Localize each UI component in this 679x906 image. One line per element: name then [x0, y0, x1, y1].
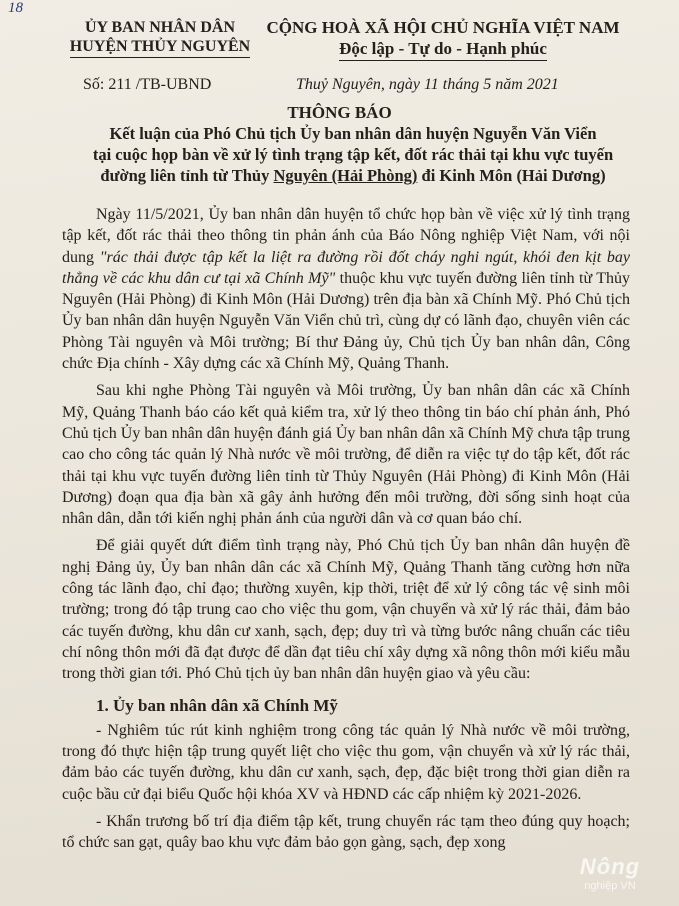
paragraph-3: Để giải quyết dứt điểm tình trạng này, Phó Chủ tịch Ủy ban nhân dân huyện đề nghị Đảng ủy, Ủy ban nhân dân các xã Chính Mỹ, Quảng Thanh tăng cường hơn nữa công tác lãnh đạo, chỉ đạo; thường xuyên, kịp thời, triệt để xử lý công tác vệ sinh môi trường; trong đó tập trung cao cho việc thu gom, vận chuyển và xử lý rác thải, đảm bảo các tuyến đường, khu dân cư xanh, sạch, đẹp; duy trì và từng bước nâng chuẩn các tiêu chí nông thôn mới đã đạt được để dần đạt tiêu chí xây dựng xã nông thôn mới kiểu mẫu trong thời gian tới. Phó Chủ tịch ủy ban nhân dân huyện giao và yêu cầu:: [62, 537, 630, 683]
nation-name: CỘNG HOÀ XÃ HỘI CHỦ NGHĨA VIỆT NAM: [266, 18, 620, 37]
subtitle-line-1: Kết luận của Phó Chủ tịch Ủy ban nhân dân huyện Nguyễn Văn Viển: [109, 124, 597, 143]
agency-line-2: HUYỆN THỦY NGUYÊN: [70, 37, 250, 58]
watermark-brand: Nông: [579, 854, 641, 879]
paragraph-2: Sau khi nghe Phòng Tài nguyên và Môi trường, Ủy ban nhân dân các xã Chính Mỹ, Quảng Thanh báo cáo kết quả kiểm tra, xử lý theo thông tin báo chí phản ánh, Phó Chủ tịch Ủy ban nhân dân huyện đánh giá Ủy ban nhân dân xã Chính Mỹ chưa tập trung cao cho công tác quản lý Nhà nước về môi trường, để diễn ra việc tự do tập kết, đốt rác thải tại khu vực tuyến đường liên tỉnh từ Thủy Nguyên (Hải Phòng) đi Kinh Môn (Hải Dương) đoạn qua địa bàn xã gây ảnh hưởng đến môi trường, đời sống sinh hoạt của nhân dân, dẫn tới kiến nghị phản ánh của người dân và cơ quan báo chí.: [62, 382, 630, 528]
quoted-report: "rác thải được tập kết la liệt ra đường rồi đốt cháy nghi ngút, khói đen kịt bay thẳng về các khu dân cư tại xã Chính Mỹ": [62, 248, 631, 287]
issuing-agency-header: [60, 18, 260, 58]
subtitle-line-3: đường liên tỉnh từ Thủy Nguyên (Hải Phòng) đi Kinh Môn (Hải Dương): [100, 166, 606, 185]
motto: Độc lập - Tự do - Hạnh phúc: [339, 38, 547, 61]
publisher-watermark: [555, 854, 665, 892]
paragraph-1: Ngày 11/5/2021, Ủy ban nhân dân huyện tổ chức họp bàn về việc xử lý tình trạng tập kết, đốt rác thải theo thông tin phản ánh của Báo Nông nghiệp Việt Nam, với nội dung "rác thải được tập kết la liệt ra đường rồi đốt cháy nghi ngút, khói đen kịt bay thẳng về các khu dân cư tại xã Chính Mỹ" thuộc khu vực tuyến đường liên tỉnh từ Thủy Nguyên (Hải Phòng) đi Kinh Môn (Hải Dương) trên địa bàn xã Chính Mỹ. Phó Chủ tịch Ủy ban nhân dân huyện Nguyễn Văn Viển chủ trì, cùng dự có lãnh đạo, chuyên viên các Phòng Tài nguyên và Môi trường; Bí thư Đảng ủy, Chủ tịch Ủy ban nhân dân, Công chức Địa chính - Xây dựng các xã Chính Mỹ, Quảng Thanh.: [62, 206, 631, 373]
watermark-tagline: nghiệp VN: [584, 880, 636, 892]
document-body: [62, 204, 630, 860]
paragraph-5: - Khẩn trương bố trí địa điểm tập kết, trung chuyển rác tạm theo đúng quy hoạch; tổ chức san gạt, quây bao khu vực đảm bảo gọn gàng, sạch, đẹp xong: [62, 813, 630, 852]
section-heading-1: 1. Ủy ban nhân dân xã Chính Mỹ: [96, 695, 338, 715]
document-subtitle: [58, 123, 648, 186]
paragraph-4: - Nghiêm túc rút kinh nghiệm trong công tác quản lý Nhà nước về môi trường, trong đó thực hiện tập trung quyết liệt cho việc thu gom, vận chuyển và xử lý rác thải, đảm bảo các tuyến đường, khu dân cư xanh, sạch, đẹp, đặc biệt trong thời gian diễn ra cuộc bầu cử đại biểu Quốc hội khóa XV và HĐND các cấp nhiệm kỳ 2021-2026.: [62, 721, 630, 803]
document-number: Số: 211 /TB-UBND: [83, 76, 212, 93]
agency-line-1: ỦY BAN NHÂN DÂN: [84, 19, 236, 36]
handwritten-corner-mark: 18: [8, 0, 23, 16]
national-motto-header: [262, 17, 624, 61]
date-line: Thuỷ Nguyên, ngày 11 tháng 5 năm 2021: [296, 76, 559, 93]
document-title: THÔNG BÁO: [287, 103, 392, 122]
subtitle-line-2: tại cuộc họp bàn về xử lý tình trạng tập kết, đốt rác thải tại khu vực tuyến: [92, 145, 614, 164]
